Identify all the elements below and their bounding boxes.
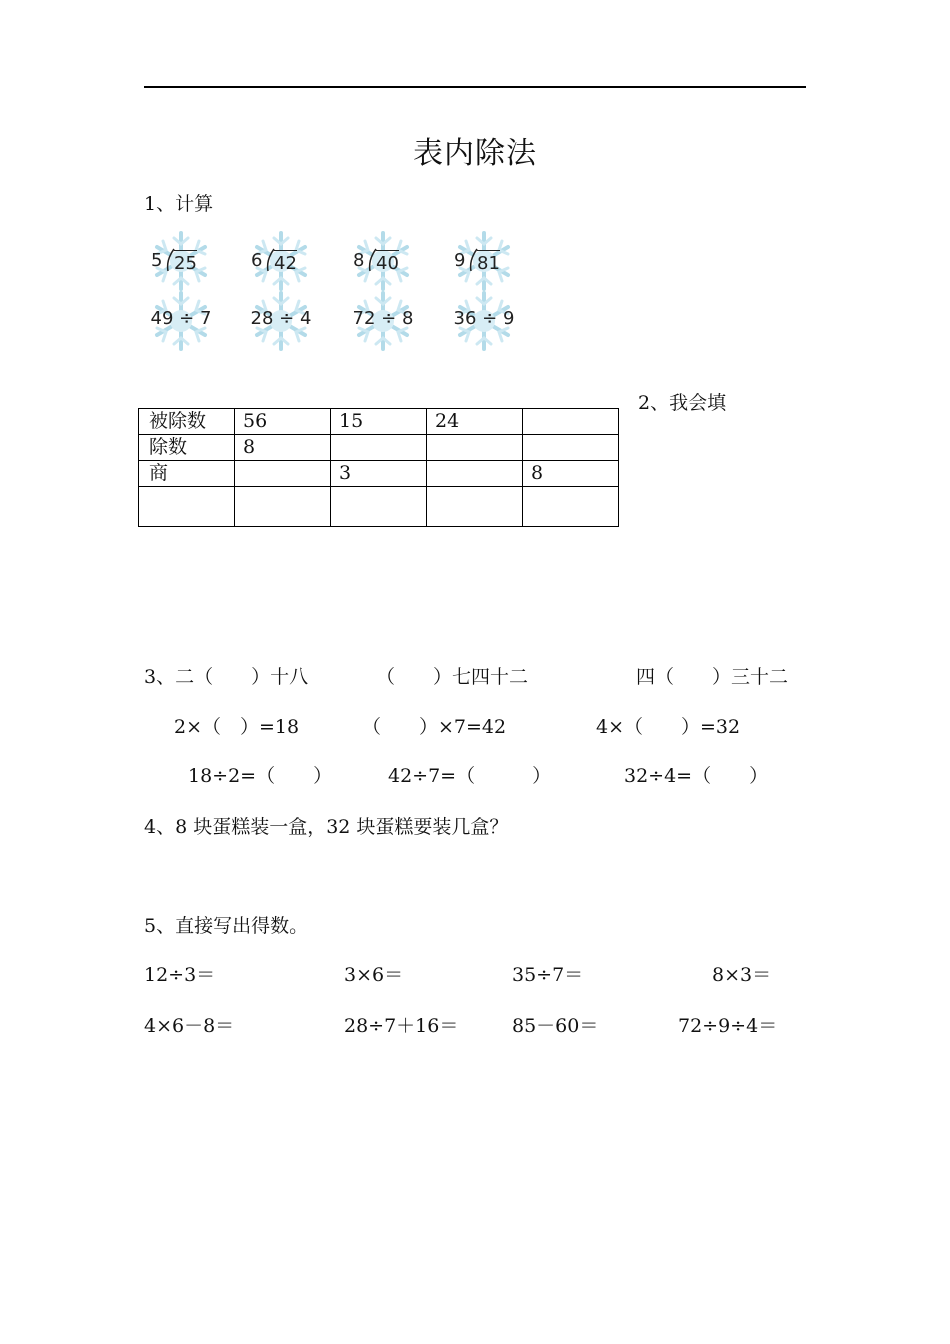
q3-item: 四（ ）三十二 xyxy=(636,666,789,688)
q5-item: 85－60＝ xyxy=(512,1015,599,1037)
dividend: 25 xyxy=(174,250,197,274)
table-cell[interactable]: 8 xyxy=(235,435,331,461)
dividend: 40 xyxy=(376,250,399,274)
division-expression: 49 ÷ 7 xyxy=(150,308,212,329)
division-expression: 28 ÷ 4 xyxy=(250,308,312,329)
snowflake-problem-4 xyxy=(453,230,515,292)
snowflake-problem-2 xyxy=(250,230,312,292)
dividend: 42 xyxy=(274,250,297,274)
snowflake-problem-5 xyxy=(150,290,212,352)
division-expression: 72 ÷ 8 xyxy=(352,308,414,329)
table-cell[interactable] xyxy=(331,435,427,461)
row-header: 被除数 xyxy=(139,409,235,435)
row-header: 除数 xyxy=(139,435,235,461)
row-header: 商 xyxy=(139,461,235,487)
q5-item: 3×6＝ xyxy=(344,964,404,986)
q5-item: 35÷7＝ xyxy=(512,964,584,986)
q2-heading: 2、我会填 xyxy=(638,392,727,414)
q3-item: 42÷7=（ ） xyxy=(388,765,552,787)
dividend: 81 xyxy=(477,250,500,274)
divisor: 5 xyxy=(151,250,163,271)
q3-item: 4×（ ）=32 xyxy=(596,716,741,738)
table-cell[interactable] xyxy=(523,435,619,461)
q5-item: 28÷7＋16＝ xyxy=(344,1015,459,1037)
q5-item: 8×3＝ xyxy=(712,964,772,986)
q3-item: 2×（ ）=18 xyxy=(174,716,300,738)
table-row xyxy=(139,435,619,461)
q4-text: 4、8 块蛋糕装一盒，32 块蛋糕要装几盒？ xyxy=(144,816,509,838)
snowflake-problem-6 xyxy=(250,290,312,352)
table-cell[interactable]: 3 xyxy=(331,461,427,487)
table-cell[interactable] xyxy=(523,409,619,435)
table-cell[interactable] xyxy=(427,435,523,461)
q5-item: 12÷3＝ xyxy=(144,964,216,986)
table-cell[interactable] xyxy=(235,487,331,527)
divisor: 6 xyxy=(251,250,263,271)
q3-item: 3、二（ ）十八 xyxy=(144,666,309,688)
snowflake-problem-7 xyxy=(352,290,414,352)
q3-item: 18÷2=（ ） xyxy=(188,765,333,787)
table-cell[interactable]: 56 xyxy=(235,409,331,435)
q3-item: （ ）七四十二 xyxy=(376,666,529,688)
q5-heading: 5、直接写出得数。 xyxy=(144,915,309,937)
snowflake-problem-1 xyxy=(150,230,212,292)
table-cell[interactable] xyxy=(139,487,235,527)
page-title: 表内除法 xyxy=(413,136,537,171)
table-cell[interactable] xyxy=(523,487,619,527)
table-cell[interactable] xyxy=(427,487,523,527)
table-cell[interactable] xyxy=(427,461,523,487)
table-cell[interactable] xyxy=(235,461,331,487)
table-cell[interactable]: 8 xyxy=(523,461,619,487)
q3-item: 32÷4=（ ） xyxy=(624,765,769,787)
table-cell[interactable]: 24 xyxy=(427,409,523,435)
q5-item: 4×6－8＝ xyxy=(144,1015,235,1037)
table-cell[interactable]: 15 xyxy=(331,409,427,435)
divisor: 9 xyxy=(454,250,466,271)
table-row xyxy=(139,409,619,435)
header-rule xyxy=(144,86,806,88)
q3-item: （ ）×7=42 xyxy=(362,716,507,738)
divisor: 8 xyxy=(353,250,365,271)
q5-item: 72÷9÷4＝ xyxy=(678,1015,778,1037)
table-cell[interactable] xyxy=(331,487,427,527)
table-row xyxy=(139,461,619,487)
snowflake-problem-3 xyxy=(352,230,414,292)
table-row xyxy=(139,487,619,527)
division-expression: 36 ÷ 9 xyxy=(453,308,515,329)
fill-in-table xyxy=(138,408,619,527)
q1-heading: 1、计算 xyxy=(144,193,214,215)
snowflake-problem-8 xyxy=(453,290,515,352)
